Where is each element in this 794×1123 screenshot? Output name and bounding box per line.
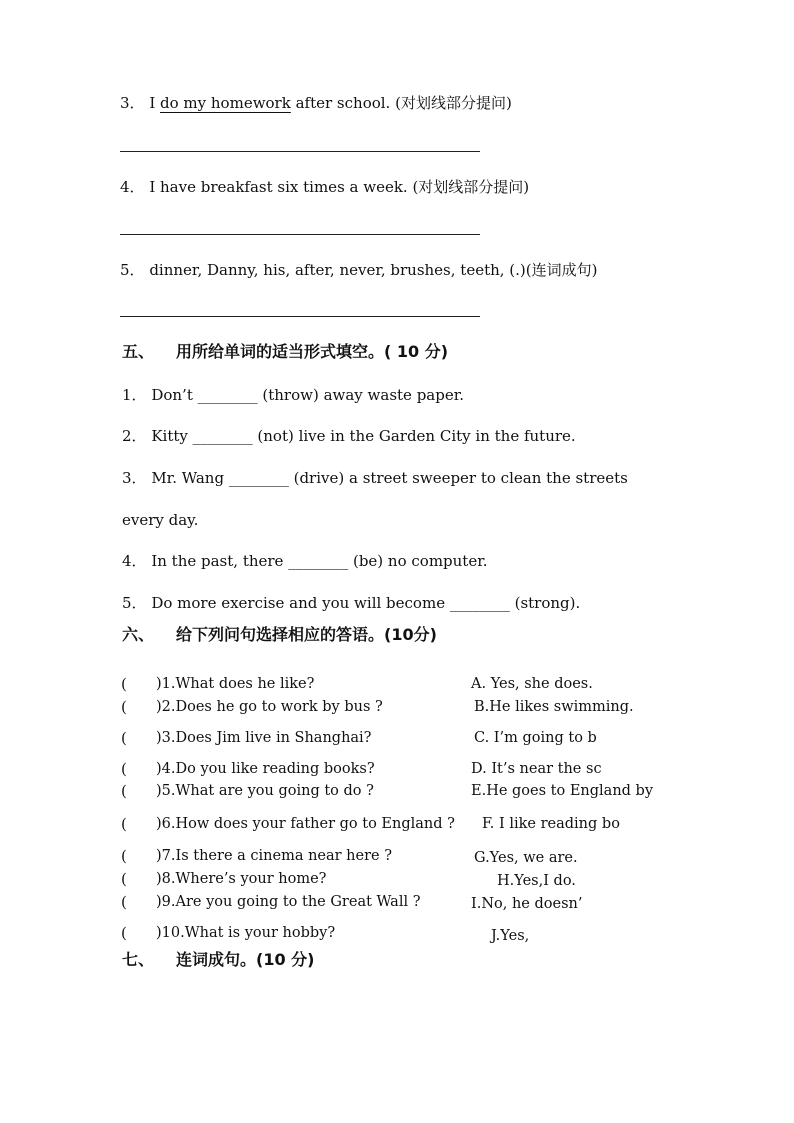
match-question-10: )10.What is your hobby? <box>156 925 336 941</box>
item-number: 5． <box>122 594 147 612</box>
answer-paren: ( <box>121 782 127 800</box>
item-text: I have breakfast six times a week. (对划线部分提问) <box>149 178 530 196</box>
underlined-phrase: do my homework <box>160 94 291 112</box>
answer-paren: ( <box>121 760 127 778</box>
match-answer-g: G.Yes, we are. <box>474 850 578 866</box>
fill-item-3-continued <box>122 511 198 529</box>
answer-paren: ( <box>121 698 127 716</box>
answer-paren: ( <box>121 924 127 942</box>
question-4-5 <box>120 261 597 279</box>
match-answer-a: A. Yes, she does. <box>471 676 593 692</box>
item-number: 4． <box>120 178 145 196</box>
match-question-5: )5.What are you going to do ? <box>156 783 374 799</box>
answer-line-4-5 <box>120 316 480 317</box>
fill-item-3 <box>122 469 628 487</box>
item-text-post: after school. (对划线部分提问) <box>290 94 512 112</box>
fill-item-1 <box>122 386 464 404</box>
match-question-7: )7.Is there a cinema near here ? <box>156 848 392 864</box>
match-question-9: )9.Are you going to the Great Wall ? <box>156 894 421 910</box>
item-text: Mr. Wang ________ (drive) a street sweeper to clean the streets <box>151 469 628 487</box>
match-question-3: )3.Does Jim live in Shanghai? <box>156 730 372 746</box>
answer-line-4-3 <box>120 151 480 152</box>
match-answer-f: F. I like reading bo <box>482 816 620 832</box>
item-number: 3． <box>122 469 147 487</box>
answer-paren: ( <box>121 870 127 888</box>
section-title: 用所给单词的适当形式填空。( 10 分) <box>176 342 449 361</box>
match-question-4: )4.Do you like reading books? <box>156 761 375 777</box>
section-title: 连词成句。(10 分) <box>176 950 315 969</box>
section-number: 五、 <box>122 342 155 361</box>
item-number: 3． <box>120 94 145 112</box>
answer-paren: ( <box>121 675 127 693</box>
match-answer-e: E.He goes to England by <box>471 783 654 799</box>
match-answer-c: C. I’m going to b <box>474 730 597 746</box>
fill-item-5 <box>122 594 580 612</box>
section-6-heading <box>122 625 437 645</box>
answer-paren: ( <box>121 815 127 833</box>
section-5-heading <box>122 342 448 362</box>
match-answer-i: I.No, he doesn’ <box>471 896 583 912</box>
section-7-heading <box>122 950 314 970</box>
match-question-6: )6.How does your father go to England ? <box>156 816 455 832</box>
match-answer-j: J.Yes, <box>491 928 530 944</box>
fill-item-4 <box>122 552 488 570</box>
item-text: dinner, Danny, his, after, never, brushes, teeth, (.)(连词成句) <box>149 261 598 279</box>
item-number: 5． <box>120 261 145 279</box>
match-answer-h: H.Yes,I do. <box>497 873 576 889</box>
match-answer-d: D. It’s near the sc <box>471 761 602 777</box>
fill-item-2 <box>122 427 576 445</box>
item-text-pre: I <box>149 94 161 112</box>
answer-line-4-4 <box>120 234 480 235</box>
item-number: 4． <box>122 552 147 570</box>
item-text: In the past, there ________ (be) no computer. <box>151 552 488 570</box>
answer-paren: ( <box>121 893 127 911</box>
answer-paren: ( <box>121 847 127 865</box>
item-text: Kitty ________ (not) live in the Garden City in the future. <box>151 427 576 445</box>
item-text: Don’t ________ (throw) away waste paper. <box>151 386 465 404</box>
section-title: 给下列问句选择相应的答语。(10分) <box>176 625 437 644</box>
match-question-1: )1.What does he like? <box>156 676 315 692</box>
match-question-2: )2.Does he go to work by bus ? <box>156 699 383 715</box>
question-4-4 <box>120 178 529 196</box>
item-text: Do more exercise and you will become ________ (strong). <box>151 594 581 612</box>
match-question-8: )8.Where’s your home? <box>156 871 327 887</box>
match-answer-b: B.He likes swimming. <box>474 699 634 715</box>
item-number: 1． <box>122 386 147 404</box>
question-4-3 <box>120 94 512 112</box>
section-number: 七、 <box>122 950 155 969</box>
item-text: every day. <box>122 511 199 529</box>
item-number: 2． <box>122 427 147 445</box>
answer-paren: ( <box>121 729 127 747</box>
section-number: 六、 <box>122 625 155 644</box>
